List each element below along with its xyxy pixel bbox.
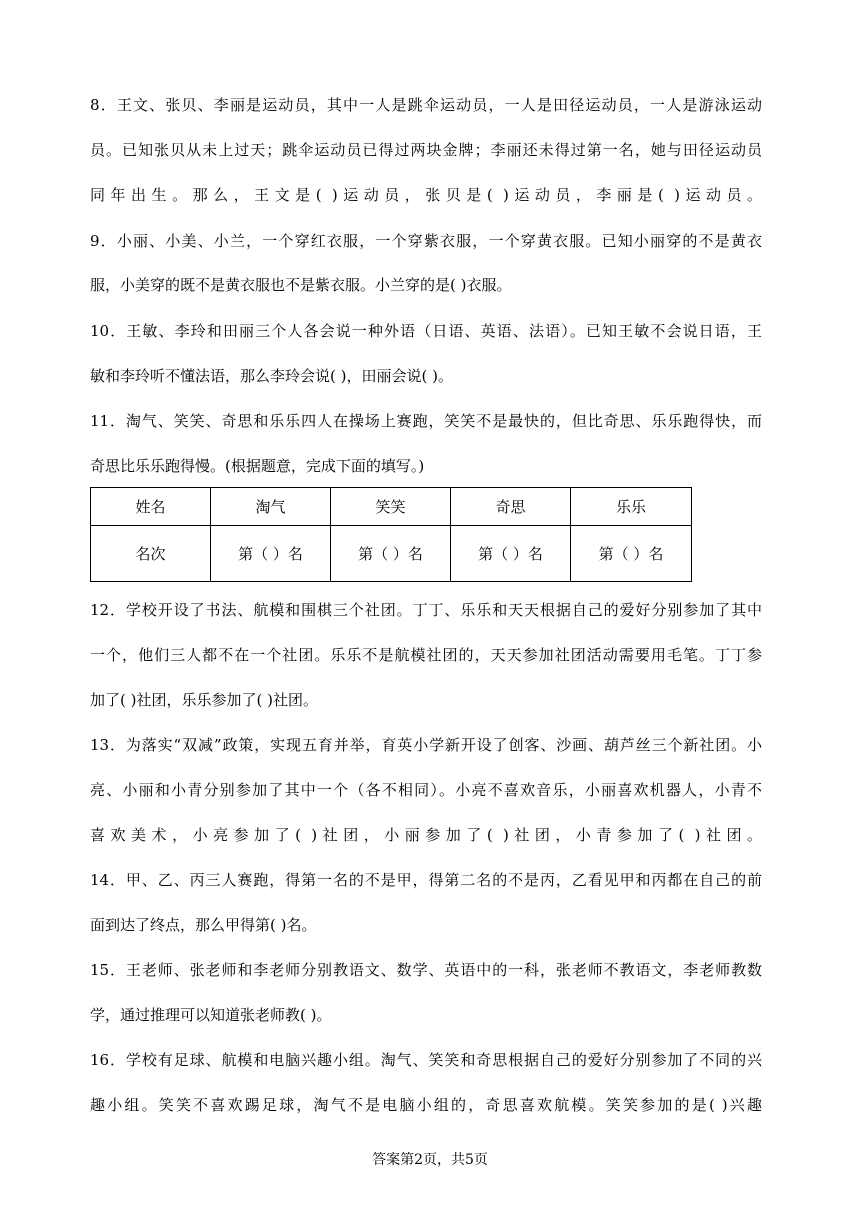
rank-answer-cell[interactable]: 第（ ）名 (211, 526, 331, 582)
rank-answer-cell[interactable]: 第（ ）名 (451, 526, 571, 582)
text-line: 15．王老师、张老师和李老师分别教语文、数学、英语中的一科，张老师不教语文，李老师教数 (90, 961, 762, 979)
text-line: 16．学校有足球、航模和电脑兴趣小组。淘气、笑笑和奇思根据自己的爱好分别参加了不同的兴 (90, 1051, 762, 1069)
text-line: 奇思比乐乐跑得慢。(根据题意，完成下面的填写。) (90, 457, 425, 475)
text-line: 12．学校开设了书法、航模和围棋三个社团。丁丁、乐乐和天天根据自己的爱好分别参加了其中 (90, 601, 762, 619)
text-line: 9．小丽、小美、小兰，一个穿红衣服，一个穿紫衣服，一个穿黄衣服。已知小丽穿的不是黄衣 (90, 232, 762, 250)
table-header-cell: 姓名 (91, 488, 211, 526)
table-header-cell: 笑笑 (331, 488, 451, 526)
text-line: 面到达了终点，那么甲得第( )名。 (90, 916, 317, 934)
text-line: 11．淘气、笑笑、奇思和乐乐四人在操场上赛跑，笑笑不是最快的，但比奇思、乐乐跑得快，而 (90, 412, 762, 430)
text-line: 10．王敏、李玲和田丽三个人各会说一种外语（日语、英语、法语）。已知王敏不会说日语，王 (90, 322, 762, 340)
text-line: 服，小美穿的既不是黄衣服也不是紫衣服。小兰穿的是( )衣服。 (90, 276, 512, 294)
text-line: 加了( )社团，乐乐参加了( )社团。 (90, 691, 318, 709)
text-line: 亮、小丽和小青分别参加了其中一个（各不相同）。小亮不喜欢音乐，小丽喜欢机器人，小青不 (90, 781, 762, 799)
text-line: 趣小组。笑笑不喜欢踢足球，淘气不是电脑小组的，奇思喜欢航模。笑笑参加的是( )兴趣 (90, 1096, 762, 1114)
text-line: 14．甲、乙、丙三人赛跑，得第一名的不是甲，得第二名的不是丙，乙看见甲和丙都在自己的前 (90, 871, 762, 889)
table-header-cell: 乐乐 (571, 488, 692, 526)
text-line: 同年出生。那么，王文是( )运动员，张贝是( )运动员，李丽是( )运动员。 (90, 186, 762, 204)
table-header-cell: 奇思 (451, 488, 571, 526)
text-line: 一个，他们三人都不在一个社团。乐乐不是航模社团的，天天参加社团活动需要用毛笔。丁丁参 (90, 646, 762, 664)
table-cell: 名次 (91, 526, 211, 582)
table-row (91, 526, 692, 582)
text-line: 喜欢美术，小亮参加了( )社团，小丽参加了( )社团，小青参加了( )社团。 (90, 826, 762, 844)
text-line: 敏和李玲听不懂法语，那么李玲会说( )，田丽会说( )。 (90, 367, 453, 385)
rank-answer-cell[interactable]: 第（ ）名 (331, 526, 451, 582)
text-line: 员。已知张贝从未上过天；跳伞运动员已得过两块金牌；李丽还未得过第一名，她与田径运动员 (90, 141, 762, 159)
page-footer: 答案第2页，共5页 (372, 1152, 488, 1168)
text-line: 学，通过推理可以知道张老师教( )。 (90, 1006, 332, 1024)
ranking-table (90, 487, 692, 582)
table-header-row (91, 488, 692, 526)
rank-answer-cell[interactable]: 第（ ）名 (571, 526, 692, 582)
text-line: 13．为落实“双减”政策，实现五育并举，育英小学新开设了创客、沙画、葫芦丝三个新社团。小 (90, 736, 762, 754)
table-header-cell: 淘气 (211, 488, 331, 526)
text-line: 8．王文、张贝、李丽是运动员，其中一人是跳伞运动员，一人是田径运动员，一人是游泳运动 (90, 96, 762, 114)
